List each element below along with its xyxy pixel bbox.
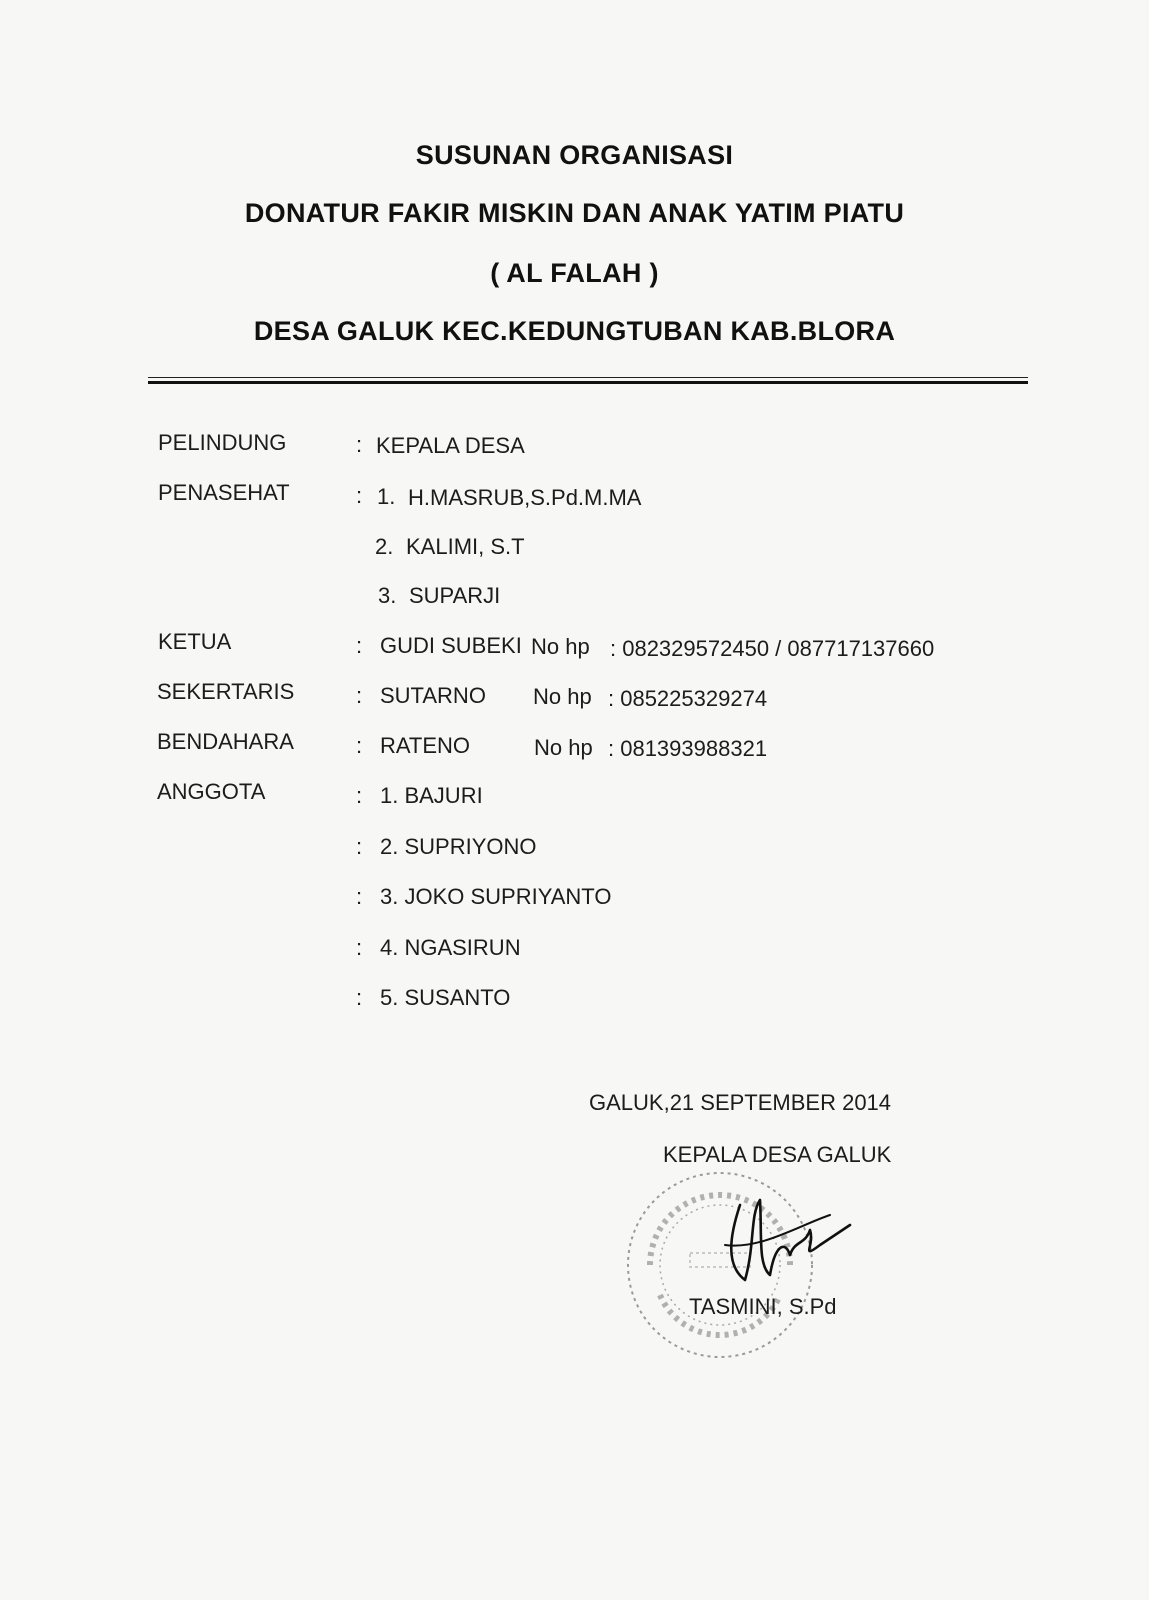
colon: : bbox=[356, 985, 363, 1010]
header-rule-thick bbox=[148, 381, 1028, 384]
bendahara-hp-value: : 081393988321 bbox=[608, 736, 768, 761]
penasehat-num: 3. bbox=[378, 583, 397, 608]
sekertaris-label: SEKERTARIS bbox=[157, 679, 295, 704]
place-date: GALUK,21 SEPTEMBER 2014 bbox=[589, 1090, 892, 1115]
doc-title: SUSUNAN ORGANISASI bbox=[415, 140, 734, 170]
anggota-item: 1. BAJURI bbox=[380, 783, 483, 808]
anggota-label: ANGGOTA bbox=[157, 779, 266, 804]
colon: : bbox=[356, 633, 363, 658]
signatory-position: KEPALA DESA GALUK bbox=[663, 1142, 892, 1167]
ketua-label: KETUA bbox=[158, 629, 232, 654]
colon: : bbox=[356, 432, 363, 457]
bendahara-label: BENDAHARA bbox=[157, 729, 294, 754]
colon: : bbox=[356, 935, 363, 960]
ketua-hp-value: : 082329572450 / 087717137660 bbox=[610, 636, 935, 661]
anggota-item: 4. NGASIRUN bbox=[380, 935, 521, 960]
colon: : bbox=[356, 834, 363, 859]
signatory-name: TASMINI, S.Pd bbox=[689, 1294, 837, 1319]
penasehat-name: SUPARJI bbox=[409, 583, 501, 608]
penasehat-num: 1. bbox=[377, 484, 396, 509]
sekertaris-hp-value: : 085225329274 bbox=[608, 686, 768, 711]
colon: : bbox=[356, 783, 363, 808]
penasehat-num: 2. bbox=[375, 534, 394, 559]
bendahara-hp-label: No hp bbox=[534, 735, 593, 760]
anggota-item: 5. SUSANTO bbox=[380, 985, 511, 1010]
doc-subtitle: DONATUR FAKIR MISKIN DAN ANAK YATIM PIATU bbox=[244, 198, 905, 228]
colon: : bbox=[356, 733, 363, 758]
pelindung-value: KEPALA DESA bbox=[376, 433, 525, 458]
penasehat-label: PENASEHAT bbox=[158, 480, 290, 505]
signature-mark bbox=[700, 1185, 860, 1295]
header-rule-thin bbox=[148, 377, 1028, 378]
penasehat-name: KALIMI, S.T bbox=[406, 534, 525, 559]
anggota-item: 3. JOKO SUPRIYANTO bbox=[380, 884, 612, 909]
sekertaris-name: SUTARNO bbox=[380, 683, 486, 708]
sekertaris-hp-label: No hp bbox=[533, 684, 592, 709]
colon: : bbox=[356, 884, 363, 909]
organization-name: ( AL FALAH ) bbox=[490, 258, 659, 288]
colon: : bbox=[356, 483, 363, 508]
pelindung-label: PELINDUNG bbox=[158, 430, 287, 455]
anggota-item: 2. SUPRIYONO bbox=[380, 834, 537, 859]
address-line: DESA GALUK KEC.KEDUNGTUBAN KAB.BLORA bbox=[253, 316, 896, 346]
bendahara-name: RATENO bbox=[380, 733, 471, 758]
colon: : bbox=[356, 683, 363, 708]
penasehat-name: H.MASRUB,S.Pd.M.MA bbox=[408, 485, 642, 510]
ketua-name: GUDI SUBEKI bbox=[380, 633, 522, 658]
ketua-hp-label: No hp bbox=[531, 634, 590, 659]
